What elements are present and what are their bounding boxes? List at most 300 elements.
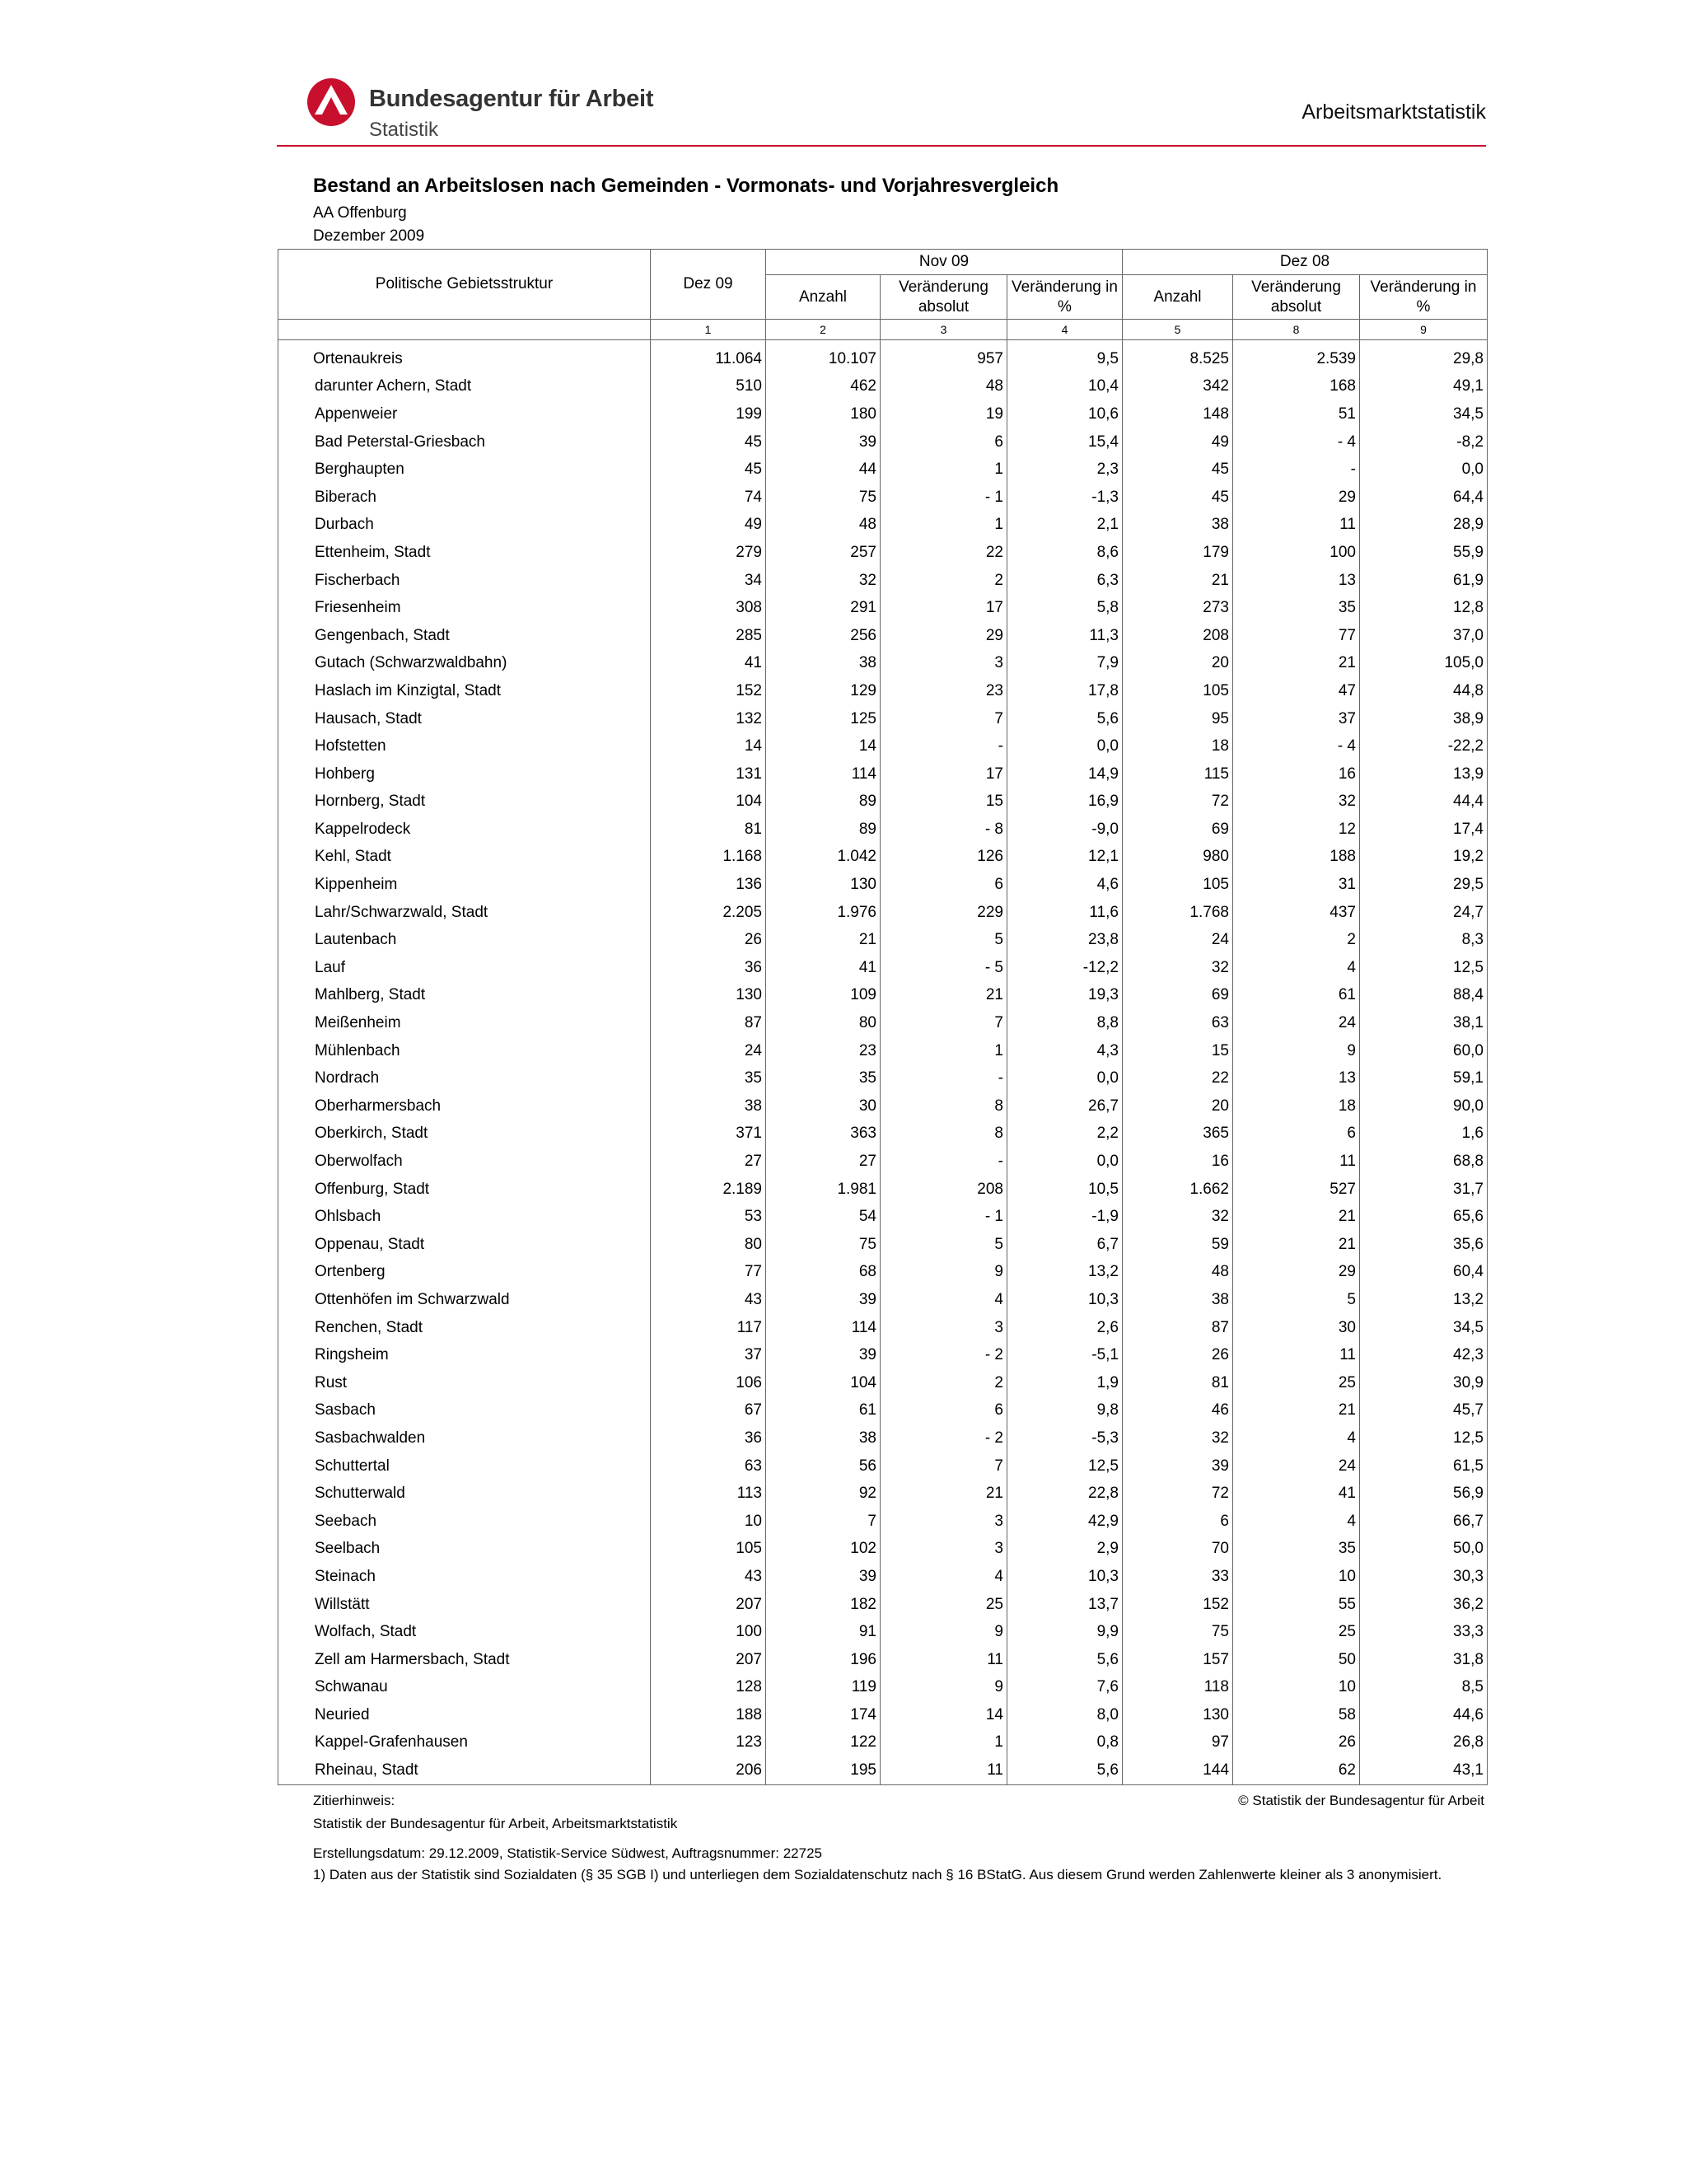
cell-value: 180 (766, 400, 881, 428)
cell-value: 35,6 (1360, 1231, 1488, 1259)
cell-value: 56 (766, 1452, 881, 1480)
row-label: Schwanau (278, 1674, 651, 1702)
cell-value: 5 (881, 926, 1007, 954)
cell-value: 1.168 (651, 844, 766, 872)
cell-value: 17,8 (1007, 677, 1123, 705)
cell-value: 27 (651, 1148, 766, 1176)
cell-value: 174 (766, 1701, 881, 1729)
cell-value: 4,3 (1007, 1037, 1123, 1065)
cell-value: 3 (881, 1314, 1007, 1342)
cell-value: 9 (1233, 1037, 1360, 1065)
cell-value: 30,9 (1360, 1369, 1488, 1397)
col-header-current: Dez 09 (651, 250, 766, 320)
cell-value: 39 (1123, 1452, 1233, 1480)
col-header-pct-year: Veränderung in % (1360, 275, 1488, 320)
cell-value: 12,1 (1007, 844, 1123, 872)
cell-value: 1 (881, 456, 1007, 484)
cell-value: 72 (1123, 788, 1233, 816)
cell-value: 0,0 (1007, 1064, 1123, 1092)
cell-value: - 4 (1233, 428, 1360, 456)
copyright-note: © Statistik der Bundesagentur für Arbeit (1238, 1793, 1484, 1808)
cell-value: 1,9 (1007, 1369, 1123, 1397)
table-row (278, 1480, 1488, 1508)
org-subtitle: Statistik (369, 119, 439, 141)
cell-value: 152 (651, 677, 766, 705)
row-label: Hornberg, Stadt (278, 788, 651, 816)
cell-value: 18 (1123, 732, 1233, 760)
cell-value: 2,1 (1007, 512, 1123, 540)
table-row (278, 1231, 1488, 1259)
cell-value: 365 (1123, 1120, 1233, 1148)
cell-value: 13 (1233, 1064, 1360, 1092)
org-name: Bundesagentur für Arbeit (369, 86, 654, 112)
cell-value: 115 (1123, 760, 1233, 788)
cell-value: 0,0 (1007, 732, 1123, 760)
cell-value: 23,8 (1007, 926, 1123, 954)
cell-value: 23 (881, 677, 1007, 705)
cell-value: 179 (1123, 539, 1233, 567)
cell-value: 87 (651, 1009, 766, 1037)
cell-value: 196 (766, 1646, 881, 1674)
cell-value: 32 (1123, 1424, 1233, 1452)
cell-value: 256 (766, 622, 881, 650)
row-label: Steinach (278, 1563, 651, 1591)
group-header-prev-month: Nov 09 (766, 250, 1123, 275)
unemployment-table (278, 249, 1488, 1785)
table-row (278, 788, 1488, 816)
table-row (278, 844, 1488, 872)
cell-value: 19 (881, 400, 1007, 428)
cell-value: 61 (1233, 982, 1360, 1010)
row-label: Schutterwald (278, 1480, 651, 1508)
cell-value: 113 (651, 1480, 766, 1508)
cell-value: 89 (766, 816, 881, 844)
cell-value: 462 (766, 373, 881, 401)
cell-value: 11 (1233, 1148, 1360, 1176)
cell-value: 7,9 (1007, 650, 1123, 678)
table-row (278, 1591, 1488, 1619)
cell-value: 8,3 (1360, 926, 1488, 954)
cell-value: 16,9 (1007, 788, 1123, 816)
cell-value: 36 (651, 1424, 766, 1452)
cell-value: 6,3 (1007, 567, 1123, 595)
cell-value: 26,8 (1360, 1729, 1488, 1757)
cell-value: 42,3 (1360, 1341, 1488, 1369)
cell-value: 44,8 (1360, 677, 1488, 705)
cell-value: -12,2 (1007, 954, 1123, 982)
cell-value: 157 (1123, 1646, 1233, 1674)
cell-value: 90,0 (1360, 1092, 1488, 1120)
row-label: Durbach (278, 512, 651, 540)
cell-value: 33,3 (1360, 1618, 1488, 1646)
cell-value: 148 (1123, 400, 1233, 428)
cell-value: 25 (1233, 1369, 1360, 1397)
cell-value: 168 (1233, 373, 1360, 401)
cell-value: 31,7 (1360, 1176, 1488, 1204)
cell-value: 3 (881, 650, 1007, 678)
table-row (278, 1424, 1488, 1452)
table-row (278, 1701, 1488, 1729)
cell-value: 4 (1233, 1508, 1360, 1536)
cell-value: 38 (651, 1092, 766, 1120)
cell-value: 21 (766, 926, 881, 954)
cell-value: 8,6 (1007, 539, 1123, 567)
citation-text: Statistik der Bundesagentur für Arbeit, Arbeitsmarktstatistik (313, 1816, 678, 1831)
cell-value: 208 (1123, 622, 1233, 650)
row-label: Rust (278, 1369, 651, 1397)
cell-value: 15,4 (1007, 428, 1123, 456)
row-label: Mahlberg, Stadt (278, 982, 651, 1010)
cell-value: 0,8 (1007, 1729, 1123, 1757)
cell-value: 20 (1123, 650, 1233, 678)
table-row (278, 1729, 1488, 1757)
row-label: Kehl, Stadt (278, 844, 651, 872)
cell-value: 6 (881, 1397, 1007, 1425)
cell-value: -9,0 (1007, 816, 1123, 844)
cell-value: 29 (1233, 1259, 1360, 1287)
cell-value: 53 (651, 1203, 766, 1231)
cell-value: 60,0 (1360, 1037, 1488, 1065)
cell-value: 50,0 (1360, 1536, 1488, 1564)
col-number: 2 (766, 320, 881, 340)
cell-value: 38 (1123, 512, 1233, 540)
cell-value: 980 (1123, 844, 1233, 872)
cell-value: 36 (651, 954, 766, 982)
cell-value: 188 (1233, 844, 1360, 872)
row-label: Friesenheim (278, 594, 651, 622)
table-row (278, 705, 1488, 733)
cell-value: 72 (1123, 1480, 1233, 1508)
cell-value: - (881, 1148, 1007, 1176)
table-row (278, 1508, 1488, 1536)
cell-value: 35 (1233, 594, 1360, 622)
cell-value: 119 (766, 1674, 881, 1702)
cell-value: 12,5 (1360, 1424, 1488, 1452)
cell-value: 10,4 (1007, 373, 1123, 401)
cell-value: 6 (1233, 1120, 1360, 1148)
cell-value: 7 (766, 1508, 881, 1536)
cell-value: 11,3 (1007, 622, 1123, 650)
cell-value: 54 (766, 1203, 881, 1231)
cell-value: 8,8 (1007, 1009, 1123, 1037)
cell-value: 87 (1123, 1314, 1233, 1342)
cell-value: 285 (651, 622, 766, 650)
cell-value: 89 (766, 788, 881, 816)
cell-value: 17,4 (1360, 816, 1488, 844)
cell-value: 144 (1123, 1756, 1233, 1784)
table-row (278, 1259, 1488, 1287)
cell-value: 15 (881, 788, 1007, 816)
row-label: Lauf (278, 954, 651, 982)
table-body (278, 340, 1488, 1785)
row-label: Nordrach (278, 1064, 651, 1092)
table-row (278, 1397, 1488, 1425)
cell-value: 125 (766, 705, 881, 733)
cell-value: 104 (651, 788, 766, 816)
cell-value: 20 (1123, 1092, 1233, 1120)
cell-value: 118 (1123, 1674, 1233, 1702)
cell-value: 105 (1123, 871, 1233, 899)
row-label: Meißenheim (278, 1009, 651, 1037)
cell-value: 188 (651, 1701, 766, 1729)
cell-value: 36,2 (1360, 1591, 1488, 1619)
cell-value: 34,5 (1360, 1314, 1488, 1342)
cell-value: 61 (766, 1397, 881, 1425)
table-row (278, 1009, 1488, 1037)
cell-value: 51 (1233, 400, 1360, 428)
cell-value: 7 (881, 1009, 1007, 1037)
cell-value: 21 (1233, 650, 1360, 678)
cell-value: 7 (881, 705, 1007, 733)
cell-value: 3 (881, 1536, 1007, 1564)
cell-value: 39 (766, 428, 881, 456)
table-row (278, 456, 1488, 484)
cell-value: 61,5 (1360, 1452, 1488, 1480)
table-row (278, 982, 1488, 1010)
row-label: Schuttertal (278, 1452, 651, 1480)
cell-value: 62 (1233, 1756, 1360, 1784)
cell-value: 45 (651, 428, 766, 456)
cell-value: 59,1 (1360, 1064, 1488, 1092)
cell-value: 11,6 (1007, 899, 1123, 927)
table-row (278, 760, 1488, 788)
page-title: Bestand an Arbeitslosen nach Gemeinden - Vormonats- und Vorjahresvergleich (313, 175, 1059, 197)
cell-value: 66,7 (1360, 1508, 1488, 1536)
cell-value: 26 (1123, 1341, 1233, 1369)
cell-value: 100 (651, 1618, 766, 1646)
cell-value: 97 (1123, 1729, 1233, 1757)
row-label: Mühlenbach (278, 1037, 651, 1065)
cell-value: 95 (1123, 705, 1233, 733)
cell-value: 48 (766, 512, 881, 540)
row-label: Haslach im Kinzigtal, Stadt (278, 677, 651, 705)
cell-value: 60,4 (1360, 1259, 1488, 1287)
table-row (278, 1674, 1488, 1702)
cell-value: 207 (651, 1591, 766, 1619)
cell-value: 69 (1123, 982, 1233, 1010)
row-label: Kappelrodeck (278, 816, 651, 844)
cell-value: 49,1 (1360, 373, 1488, 401)
cell-value: 44,6 (1360, 1701, 1488, 1729)
cell-value: 10,3 (1007, 1563, 1123, 1591)
cell-value: 114 (766, 760, 881, 788)
cell-value: 13 (1233, 567, 1360, 595)
cell-value: 13,9 (1360, 760, 1488, 788)
cell-value: 45 (651, 456, 766, 484)
cell-value: - 1 (881, 1203, 1007, 1231)
cell-value: 12 (1233, 816, 1360, 844)
cell-value: -5,1 (1007, 1341, 1123, 1369)
cell-value: 38 (1123, 1286, 1233, 1314)
period-label: Dezember 2009 (313, 227, 425, 245)
row-label: Ortenberg (278, 1259, 651, 1287)
cell-value: - 1 (881, 484, 1007, 512)
cell-value: 80 (766, 1009, 881, 1037)
table-row (278, 1092, 1488, 1120)
cell-value: 1.976 (766, 899, 881, 927)
cell-value: 130 (766, 871, 881, 899)
table-row (278, 926, 1488, 954)
cell-value: 63 (651, 1452, 766, 1480)
cell-value: 308 (651, 594, 766, 622)
cell-value: 41 (651, 650, 766, 678)
cell-value: 11.064 (651, 340, 766, 373)
group-header-prev-year: Dez 08 (1123, 250, 1488, 275)
table-row (278, 677, 1488, 705)
cell-value: 32 (1123, 1203, 1233, 1231)
cell-value: 12,5 (1007, 1452, 1123, 1480)
cell-value: 81 (1123, 1369, 1233, 1397)
cell-value: 24,7 (1360, 899, 1488, 927)
table-row (278, 512, 1488, 540)
table-row (278, 567, 1488, 595)
cell-value: - 2 (881, 1424, 1007, 1452)
row-label: Berghaupten (278, 456, 651, 484)
cell-value: 29 (881, 622, 1007, 650)
cell-value: 22 (1123, 1064, 1233, 1092)
cell-value: 75 (766, 1231, 881, 1259)
cell-value: - (881, 1064, 1007, 1092)
cell-value: 48 (881, 373, 1007, 401)
cell-value: 44 (766, 456, 881, 484)
region-label: AA Offenburg (313, 204, 407, 222)
cell-value: 55 (1233, 1591, 1360, 1619)
cell-value: 39 (766, 1341, 881, 1369)
cell-value: 105,0 (1360, 650, 1488, 678)
cell-value: 8 (881, 1120, 1007, 1148)
cell-value: 7,6 (1007, 1674, 1123, 1702)
cell-value: 23 (766, 1037, 881, 1065)
cell-value: 19,2 (1360, 844, 1488, 872)
cell-value: 14 (766, 732, 881, 760)
cell-value: 132 (651, 705, 766, 733)
row-label: Appenweier (278, 400, 651, 428)
cell-value: 102 (766, 1536, 881, 1564)
cell-value: 2,2 (1007, 1120, 1123, 1148)
cell-value: 437 (1233, 899, 1360, 927)
cell-value: 11 (881, 1646, 1007, 1674)
cell-value: 11 (881, 1756, 1007, 1784)
cell-value: 4 (881, 1286, 1007, 1314)
row-label: Offenburg, Stadt (278, 1176, 651, 1204)
row-label: darunter Achern, Stadt (278, 373, 651, 401)
table-row (278, 1176, 1488, 1204)
cell-value: 29 (1233, 484, 1360, 512)
cell-value: 16 (1123, 1148, 1233, 1176)
cell-value: 13,2 (1360, 1286, 1488, 1314)
cell-value: 0,0 (1007, 1148, 1123, 1176)
table-row (278, 1536, 1488, 1564)
row-label: Fischerbach (278, 567, 651, 595)
table-row (278, 484, 1488, 512)
cell-value: 199 (651, 400, 766, 428)
col-header-abs-year: Veränderung absolut (1233, 275, 1360, 320)
cell-value: 8 (881, 1092, 1007, 1120)
cell-value: 91 (766, 1618, 881, 1646)
table-row (278, 539, 1488, 567)
cell-value: 1 (881, 512, 1007, 540)
col-number: 4 (1007, 320, 1123, 340)
cell-value: 12,8 (1360, 594, 1488, 622)
cell-value: 44,4 (1360, 788, 1488, 816)
footnote: 1) Daten aus der Statistik sind Sozialdaten (§ 35 SGB I) und unterliegen dem Sozialdatenschutz nach § 16 BStatG. Aus diesem Grund werden Zahlenwerte kleiner als 3 anonymisiert. (313, 1867, 1442, 1882)
row-label: Bad Peterstal-Griesbach (278, 428, 651, 456)
cell-value: 291 (766, 594, 881, 622)
cell-value: 49 (651, 512, 766, 540)
cell-value: 16 (1233, 760, 1360, 788)
cell-value: 35 (1233, 1536, 1360, 1564)
cell-value: 17 (881, 760, 1007, 788)
cell-value: 38,1 (1360, 1009, 1488, 1037)
cell-value: 21 (1233, 1397, 1360, 1425)
cell-value: 2,9 (1007, 1536, 1123, 1564)
cell-value: 122 (766, 1729, 881, 1757)
cell-value: 9,9 (1007, 1618, 1123, 1646)
table-row (278, 954, 1488, 982)
cell-value: 273 (1123, 594, 1233, 622)
col-header-abs-month: Veränderung absolut (881, 275, 1007, 320)
table-row-total (278, 340, 1488, 373)
cell-value: 45,7 (1360, 1397, 1488, 1425)
cell-value: 195 (766, 1756, 881, 1784)
cell-value: 39 (766, 1286, 881, 1314)
cell-value: 208 (881, 1176, 1007, 1204)
cell-value: 9 (881, 1618, 1007, 1646)
cell-value: 4 (1233, 954, 1360, 982)
cell-value: 5,6 (1007, 1646, 1123, 1674)
cell-value: 34 (651, 567, 766, 595)
cell-value: 43 (651, 1563, 766, 1591)
row-label: Ortenaukreis (278, 340, 651, 373)
cell-value: 67 (651, 1397, 766, 1425)
cell-value: 363 (766, 1120, 881, 1148)
cell-value: 10,6 (1007, 400, 1123, 428)
col-header-pct-month: Veränderung in % (1007, 275, 1123, 320)
cell-value: 5 (881, 1231, 1007, 1259)
col-number: 9 (1360, 320, 1488, 340)
cell-value: 105 (651, 1536, 766, 1564)
cell-value: 9 (881, 1674, 1007, 1702)
cell-value: 31 (1233, 871, 1360, 899)
row-label: Kappel-Grafenhausen (278, 1729, 651, 1757)
table-row (278, 1286, 1488, 1314)
table-row (278, 1314, 1488, 1342)
col-number: 5 (1123, 320, 1233, 340)
cell-value: 109 (766, 982, 881, 1010)
cell-value: 104 (766, 1369, 881, 1397)
cell-value: 75 (766, 484, 881, 512)
citation-label: Zitierhinweis: (313, 1793, 395, 1808)
cell-value: - 4 (1233, 732, 1360, 760)
cell-value: 6 (1123, 1508, 1233, 1536)
cell-value: 75 (1123, 1618, 1233, 1646)
row-label: Oberkirch, Stadt (278, 1120, 651, 1148)
cell-value: 100 (1233, 539, 1360, 567)
cell-value: 4 (1233, 1424, 1360, 1452)
cell-value: - (1233, 456, 1360, 484)
cell-value: 30 (1233, 1314, 1360, 1342)
col-header-region: Politische Gebietsstruktur (278, 250, 651, 320)
cell-value: 1 (881, 1729, 1007, 1757)
table-row (278, 816, 1488, 844)
cell-value: 28,9 (1360, 512, 1488, 540)
cell-value: 1,6 (1360, 1120, 1488, 1148)
row-label: Rheinau, Stadt (278, 1756, 651, 1784)
cell-value: 279 (651, 539, 766, 567)
row-label: Oberharmersbach (278, 1092, 651, 1120)
cell-value: 2,6 (1007, 1314, 1123, 1342)
cell-value: 13,7 (1007, 1591, 1123, 1619)
